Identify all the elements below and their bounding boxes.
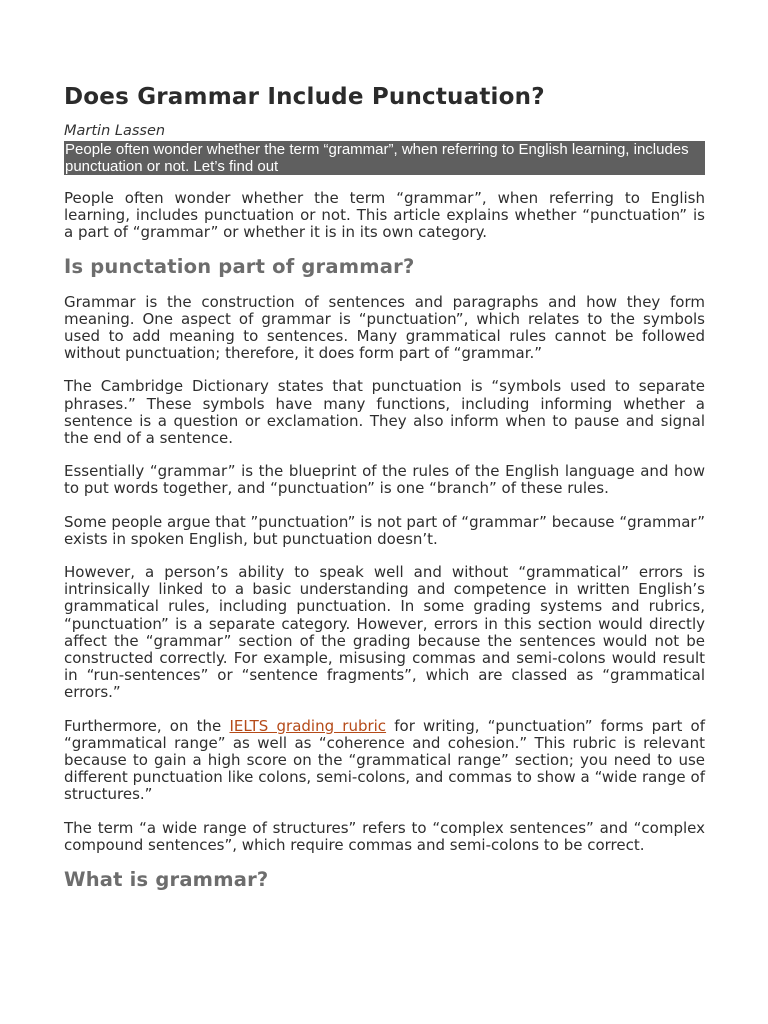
ielts-text-before: Furthermore, on the <box>64 716 230 735</box>
article-summary: People often wonder whether the term “grammar”, when referring to English learning, includes punctuation or not. Let’s find out <box>64 141 705 175</box>
ielts-text-after: for writing, “punctuation” forms part of “grammatical range” as well as “coherence and cohesion.” This rubric is relevant because to gain a high score on the “grammatical range” section; you need to use different punctuation like colons, semi-colons, and commas to show a “wide range of structures.” <box>64 716 705 804</box>
article <box>64 82 705 892</box>
paragraph-blueprint: Essentially “grammar” is the blueprint of the rules of the English language and how to put words together, and “punctuation” is one “branch” of these rules. <box>64 462 705 498</box>
ielts-rubric-link[interactable]: IELTS grading rubric <box>229 716 387 735</box>
paragraph-grammar-definition: Grammar is the construction of sentences and paragraphs and how they form meaning. One aspect of grammar is “punctuation”, which relates to the symbols used to add meaning to sentences. Many grammatical rules cannot be followed without punctuation; therefore, it does form part of “grammar.” <box>64 292 705 363</box>
paragraph-cambridge: The Cambridge Dictionary states that punctuation is “symbols used to separate phrases.” These symbols have many functions, including informing whether a sentence is a question or exclamation. They also inform when to pause and signal the end of a sentence. <box>64 377 705 448</box>
paragraph-argument: Some people argue that ”punctuation” is not part of “grammar” because “grammar” exists in spoken English, but punctuation doesn’t. <box>64 512 705 548</box>
paragraph-wide-range: The term “a wide range of structures” refers to “complex sentences” and “complex compound sentences”, which require commas and semi-colons to be correct. <box>64 818 705 854</box>
intro-paragraph: People often wonder whether the term “grammar”, when referring to English learning, includes punctuation or not. This article explains whether “punctuation” is a part of “grammar” or whether it is in its own category. <box>64 189 705 242</box>
article-title: Does Grammar Include Punctuation? <box>64 84 545 110</box>
section-heading-what-is-grammar: What is grammar? <box>64 868 269 892</box>
article-author: Martin Lassen <box>64 123 166 139</box>
paragraph-ielts <box>64 718 705 804</box>
section-heading-punctuation: Is punctation part of grammar? <box>64 254 415 278</box>
paragraph-however: However, a person’s ability to speak well and without “grammatical” errors is intrinsically linked to a basic understanding and competence in written English’s grammatical rules, including punctuation. In some grading systems and rubrics, “punctuation” is a separate category. However, errors in this section would directly affect the “grammar” section of the grading because the sentences would not be constructed correctly. For example, misusing commas and semi-colons would result in “run-sentences” or “sentence fragments”, which are classed as “grammatical errors.” <box>64 563 705 702</box>
